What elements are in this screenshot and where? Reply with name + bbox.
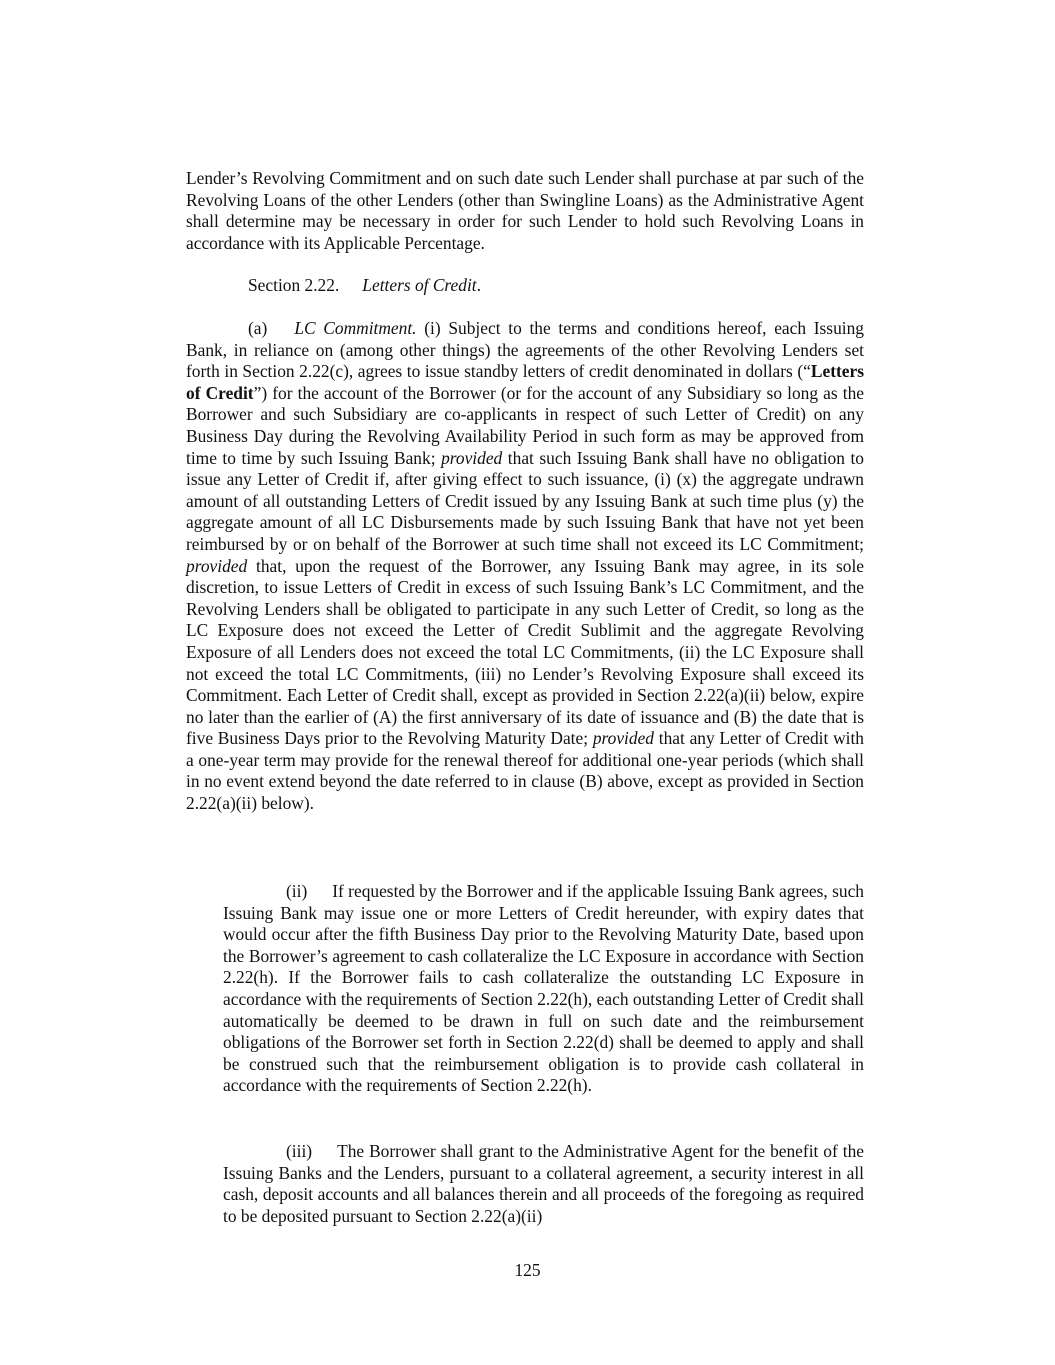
section-title-suffix: .	[476, 275, 481, 295]
section-title: Letters of Credit	[362, 275, 477, 295]
paragraph-a-label: (a)	[248, 318, 268, 338]
paragraph-a-text-5: that any Letter of Credit with a one-year term may provide for the renewal thereof for additional one-year periods (which shall in no event extend beyond the date referred to in clause (B) above, except as provided in Section 2.22(a)(ii) below).	[186, 728, 865, 814]
paragraph-a-text-1: (i) Subject to the terms and conditions hereof, each Issuing Bank, in reliance on (among other things) the agreements of the other Revolving Lenders set forth in Section 2.22(c), agrees to issue standby letters of credit denominated in dollars (“	[186, 318, 864, 382]
paragraph-iii-text: The Borrower shall grant to the Administrative Agent for the benefit of the Issuing Banks and the Lenders, pursuant to a collateral agreement, a security interest in all cash, deposit accounts and all balances therein and all proceeds of the foregoing as required to be deposited pursuant to Section 2.22(a)(ii)	[223, 1141, 864, 1226]
proviso-2: provided	[186, 555, 248, 576]
proviso-1: provided	[441, 447, 503, 468]
paragraph-a-text-2: ”) for the account of the Borrower (or for the account of any Subsidiary so long as the Borrower and such Subsidiary are co-applicants in respect of such Letter of Credit) on any Business Day during the Revolving Availability Period in such form as may be approved from time to time by such Issuing Bank;	[186, 382, 865, 468]
paragraph-ii-label: (ii)	[286, 881, 308, 901]
paragraph-iii-label: (iii)	[286, 1141, 313, 1161]
defined-term-letters-of-credit: Letters of Credit	[186, 361, 864, 403]
section-number: Section 2.22.	[248, 275, 340, 295]
section-heading	[186, 275, 864, 297]
paragraph-ii-text: If requested by the Borrower and if the applicable Issuing Bank agrees, such Issuing Bank may issue one or more Letters of Credit hereunder, with expiry dates that would occur after the fifth Business Day prior to the Revolving Maturity Date, based upon the Borrower’s agreement to cash collateralize the LC Exposure in accordance with Section 2.22(h). If the Borrower fails to cash collateralize the outstanding LC Exposure in accordance with the requirements of Section 2.22(h), each outstanding Letter of Credit shall automatically be deemed to be drawn in full on such date and the reimbursement obligations of the Borrower set forth in Section 2.22(d) shall be deemed to apply and shall be construed such that the reimbursement obligation is to provide cash collateral in accordance with the requirements of Section 2.22(h).	[223, 881, 864, 1096]
paragraph-ii	[223, 881, 864, 1097]
proviso-3: provided	[592, 728, 654, 749]
continuation-paragraph	[186, 168, 864, 254]
paragraph-a-caption: LC Commitment.	[294, 318, 417, 338]
paragraph-a-text-4: that, upon the request of the Borrower, any Issuing Bank may agree, in its sole discretion, to issue Letters of Credit in excess of such Issuing Bank’s LC Commitment, and the Revolving Lenders shall be obligated to participate in any such Letter of Credit, so long as the LC Exposure does not exceed the Letter of Credit Sublimit and the aggregate Revolving Exposure of all Lenders does not exceed the total LC Commitments, (ii) the LC Exposure shall not exceed the total LC Commitments, (iii) no Lender’s Revolving Exposure shall exceed its Commitment. Each Letter of Credit shall, except as provided in Section 2.22(a)(ii) below, expire no later than the earlier of (A) the first anniversary of its date of issuance and (B) the date that is five Business Days prior to the Revolving Maturity Date;	[186, 555, 864, 749]
page-number: 125	[514, 1260, 541, 1280]
paragraph-iii	[223, 1141, 864, 1227]
paragraph-a	[186, 318, 864, 815]
continuation-text: Lender’s Revolving Commitment and on such date such Lender shall purchase at par such of the Revolving Loans of the other Lenders (other than Swingline Loans) as the Administrative Agent shall determine may be necessary in order for such Lender to hold such Revolving Loans in accordance with its Applicable Percentage.	[186, 168, 864, 253]
paragraph-a-text-3: that such Issuing Bank shall have no obligation to issue any Letter of Credit if, after giving effect to such issuance, (i) (x) the aggregate undrawn amount of all outstanding Letters of Credit issued by any Issuing Bank at such time plus (y) the aggregate amount of all LC Disbursements made by such Issuing Bank that have not yet been reimbursed by or on behalf of the Borrower at such time shall not exceed its LC Commitment;	[186, 447, 864, 554]
